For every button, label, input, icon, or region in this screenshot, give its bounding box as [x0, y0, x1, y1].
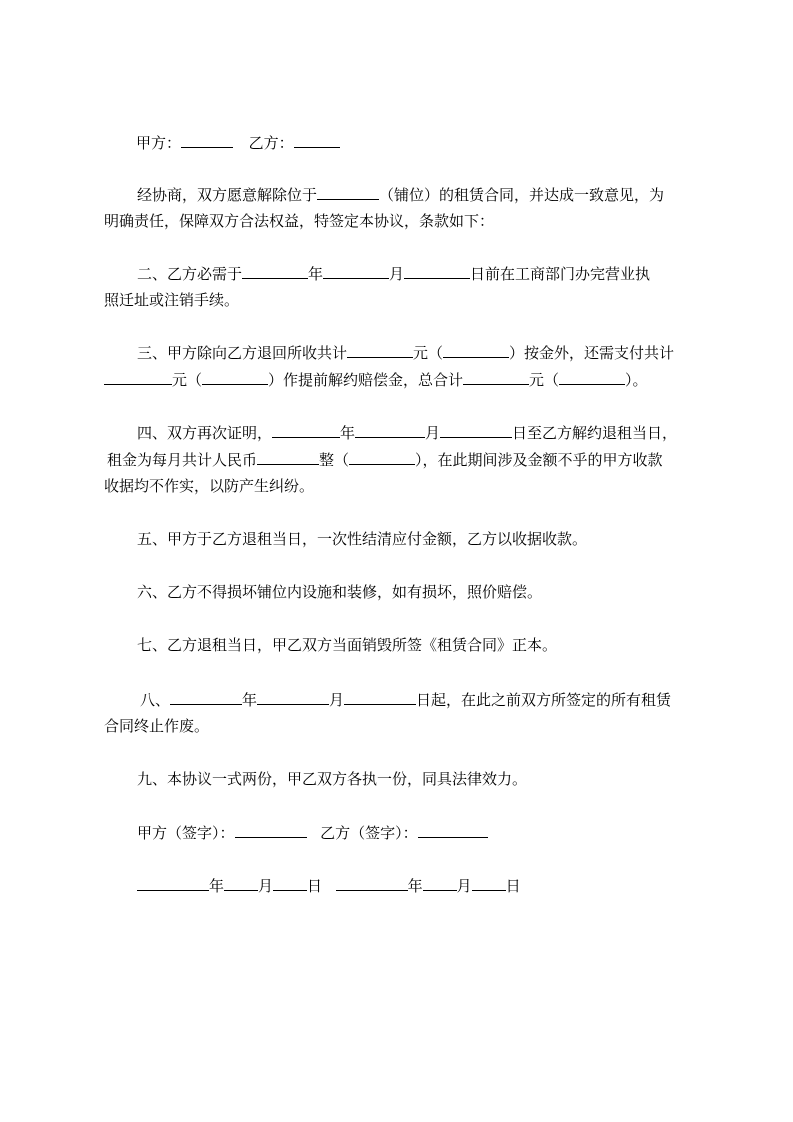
- c4-text-e: ），在此期间涉及金额不乎的甲方收款: [415, 451, 663, 469]
- clause-4-line-1: [137, 421, 737, 444]
- c2-month-blank[interactable]: [323, 262, 389, 279]
- c8-month-label: 月: [329, 691, 345, 709]
- c3-text-c: 元（: [172, 371, 203, 389]
- c4-text-a: 四、双方再次证明，: [137, 424, 273, 442]
- c6-text: 六、乙方不得损坏铺位内设施和装修，如有损坏，照价赔偿。: [137, 583, 543, 601]
- date-b-day-blank[interactable]: [472, 874, 506, 891]
- c3-total-words-blank[interactable]: [559, 368, 625, 385]
- c8-text-b: 日起，在此之前双方所签定的所有租赁: [416, 691, 672, 709]
- c3-text-f: ）。: [625, 371, 648, 389]
- date-b-month-blank[interactable]: [423, 874, 457, 891]
- c2-text-d: 日前在工商部门办完营业执: [470, 265, 651, 283]
- intro-text-1: 经协商，双方愿意解除位于: [137, 186, 318, 204]
- c4-text-f: 收据均不作实，以防产生纠纷。: [104, 477, 315, 495]
- c3-comp-words-blank[interactable]: [202, 368, 268, 385]
- date-a-year-label: 年: [209, 877, 225, 895]
- clause-4-line-2: [107, 448, 707, 471]
- date-a-month-blank[interactable]: [224, 874, 258, 891]
- c4-rent-blank[interactable]: [257, 448, 319, 465]
- c2-text-b: 照迁址或注销手续。: [104, 291, 240, 309]
- c3-amount-words-blank[interactable]: [443, 341, 509, 358]
- c2-year-blank[interactable]: [242, 262, 308, 279]
- c3-comp-blank[interactable]: [104, 368, 172, 385]
- clause-8-line-1: [140, 688, 740, 711]
- c3-text-b: ）按金外，还需支付共计: [509, 344, 675, 362]
- date-a-day-blank[interactable]: [273, 874, 307, 891]
- sign-b-blank[interactable]: [418, 821, 488, 838]
- clause-2-line-1: [137, 262, 737, 285]
- c3-amount-blank[interactable]: [347, 341, 413, 358]
- c3-text-d: ）作提前解约赔偿金，总合计: [268, 371, 464, 389]
- date-a-month-label: 月: [258, 877, 274, 895]
- c4-month-label: 月: [425, 424, 441, 442]
- c8-year-label: 年: [242, 691, 258, 709]
- c2-month-label: 月: [389, 265, 405, 283]
- party-a-blank[interactable]: [181, 131, 233, 148]
- c4-day-blank[interactable]: [440, 421, 512, 438]
- c8-day-blank[interactable]: [344, 688, 416, 705]
- c2-text-a: 二、乙方必需于: [137, 265, 243, 283]
- c4-text-b: 日至乙方解约退租当日，: [512, 424, 678, 442]
- c4-rent-words-blank[interactable]: [349, 448, 415, 465]
- c9-text: 九、本协议一式两份，甲乙双方各执一份，同具法律效力。: [137, 770, 528, 788]
- c2-year-label: 年: [308, 265, 324, 283]
- intro-text-3: 明确责任，保障双方合法权益，特签定本协议，条款如下：: [104, 212, 495, 230]
- clause-5: [137, 528, 737, 550]
- c3-total-blank[interactable]: [463, 368, 529, 385]
- date-b-month-label: 月: [456, 877, 472, 895]
- sign-a-label: 甲方（签字）：: [137, 824, 235, 842]
- header-parties: [136, 131, 736, 154]
- c3-text-a: 三、甲方除向乙方退回所收共计: [137, 344, 348, 362]
- clause-2-line-2: [104, 289, 704, 311]
- sign-b-label: 乙方（签字）：: [320, 824, 418, 842]
- c4-text-c: 租金为每月共计人民币: [107, 451, 258, 469]
- clause-4-line-3: [104, 475, 704, 497]
- party-b-blank[interactable]: [294, 131, 340, 148]
- c4-year-label: 年: [340, 424, 356, 442]
- c8-month-blank[interactable]: [257, 688, 329, 705]
- clause-9: [137, 768, 737, 790]
- c4-year-blank[interactable]: [272, 421, 340, 438]
- party-a-label: 甲方：: [136, 134, 182, 152]
- c4-month-blank[interactable]: [355, 421, 425, 438]
- c3-text-e: 元（: [529, 371, 560, 389]
- clause-3-line-2: [104, 368, 704, 391]
- c8-text-c: 合同终止作废。: [104, 717, 210, 735]
- date-b-year-blank[interactable]: [336, 874, 408, 891]
- c4-text-d: 整（: [319, 451, 350, 469]
- c2-day-blank[interactable]: [404, 262, 470, 279]
- date-line: [137, 874, 737, 897]
- signature-line: [137, 821, 737, 844]
- intro-line-1: [137, 183, 737, 206]
- date-b-day-label: 日: [505, 877, 521, 895]
- clause-7: [137, 634, 737, 656]
- party-b-label: 乙方：: [248, 134, 294, 152]
- intro-line-2: [104, 210, 704, 232]
- clause-8-line-2: [104, 715, 704, 737]
- c3-yuan-label: 元（: [413, 344, 444, 362]
- clause-3-line-1: [137, 341, 737, 364]
- c7-text: 七、乙方退租当日，甲乙双方当面销毁所签《租赁合同》正本。: [137, 636, 558, 654]
- date-a-year-blank[interactable]: [137, 874, 209, 891]
- date-b-year-label: 年: [407, 877, 423, 895]
- sign-a-blank[interactable]: [235, 821, 307, 838]
- clause-6: [137, 581, 737, 603]
- date-a-day-label: 日: [307, 877, 323, 895]
- c5-text: 五、甲方于乙方退租当日，一次性结清应付金额，乙方以收据收款。: [137, 530, 588, 548]
- intro-text-2: （铺位）的租赁合同，并达成一致意见，为: [379, 186, 665, 204]
- c8-text-a: 八、: [140, 691, 171, 709]
- location-blank[interactable]: [317, 183, 379, 200]
- c8-year-blank[interactable]: [170, 688, 242, 705]
